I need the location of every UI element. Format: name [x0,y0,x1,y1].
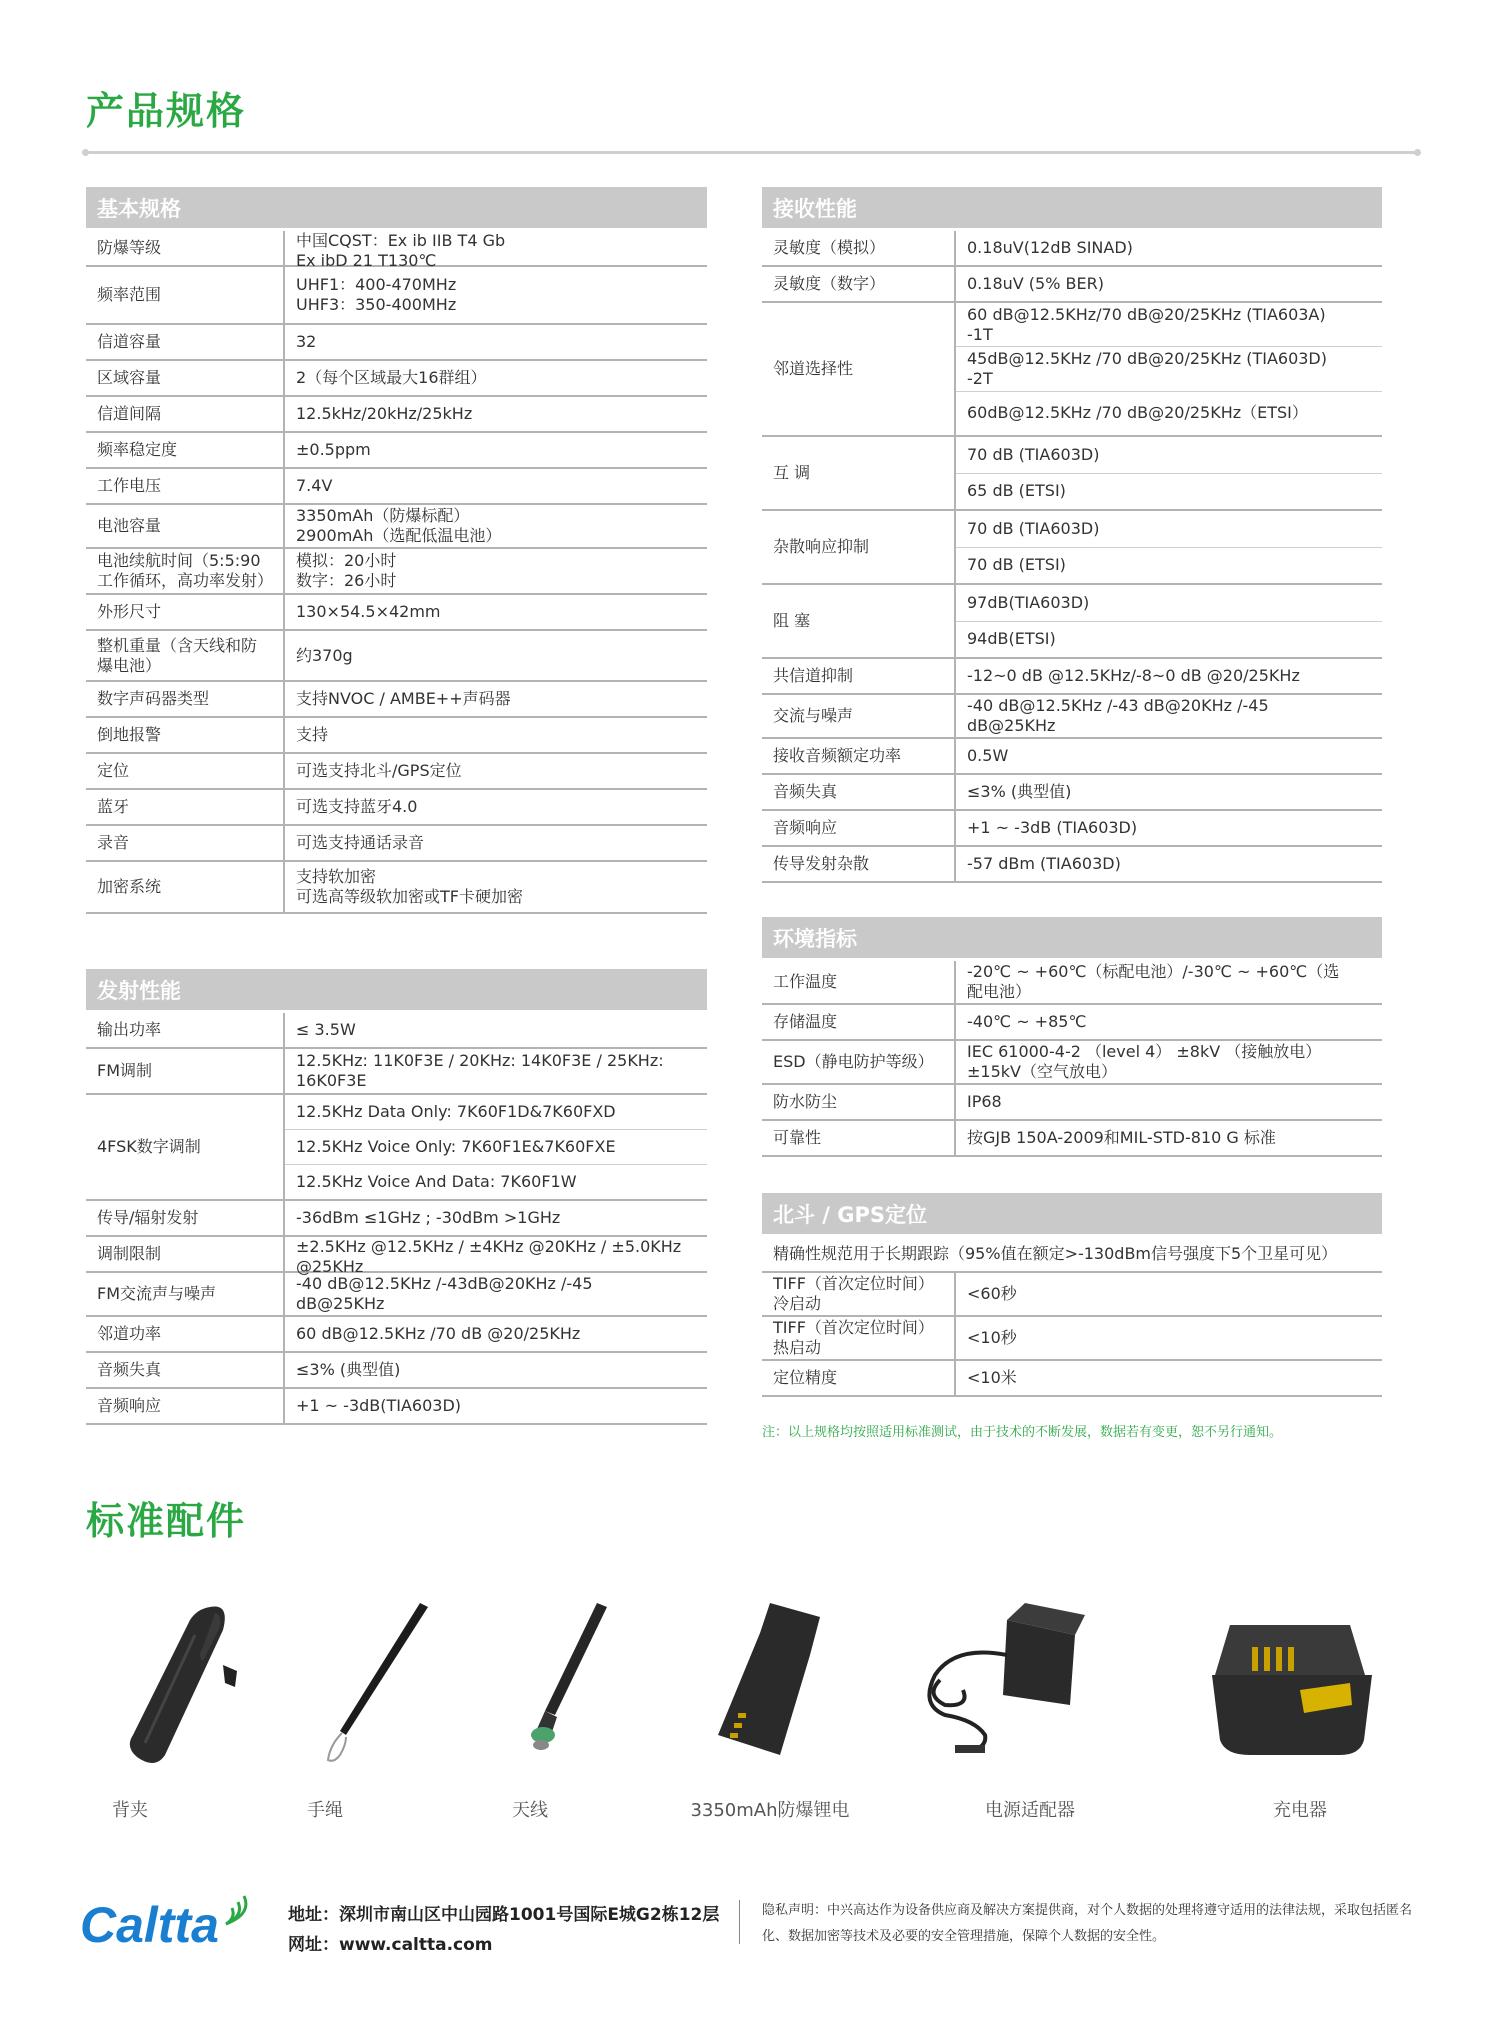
footnote: 注：以上规格均按照适用标准测试，由于技术的不断发展，数据若有变更，恕不另行通知。 [762,1425,1283,1440]
spec-row [762,1121,1382,1157]
spec-row [86,1013,707,1049]
spec-row [86,1201,707,1237]
spec-value: 0.18uV (5% BER) [967,274,1104,293]
spec-row [762,659,1382,695]
spec-row [762,1005,1382,1041]
spec-row [762,1041,1382,1085]
spec-value: -40 dB@12.5KHz /-43 dB@20KHz /-45 dB@25KHz [967,696,1269,735]
spec-row [86,682,707,718]
spec-row [762,775,1382,811]
spec-value: IP68 [967,1092,1002,1111]
spec-value: 12.5KHz: 11K0F3E / 20KHz: 14K0F3E / 25KHz: 16K0F3E [296,1051,664,1090]
spec-row [86,505,707,549]
section-title: 基本规格 [86,187,707,228]
spec-value: -57 dBm (TIA603D) [967,854,1121,873]
spec-value: 130×54.5×42mm [296,602,441,621]
spec-value: -36dBm ≤1GHz ; -30dBm >1GHz [296,1208,561,1227]
spec-value: -40℃ ~ +85℃ [967,1012,1087,1031]
receive-spec-table [762,187,1382,883]
spec-value: 约370g [296,645,353,665]
spec-label: 数字声码器类型 [86,682,285,716]
spec-value: 中国CQST：Ex ib IIB T4 Gb Ex ibD 21 T130℃ [296,231,506,270]
spec-value: -20℃ ~ +60℃（标配电池）/-30℃ ~ +60℃（选 配电池） [967,962,1340,1001]
spec-label: 邻道功率 [86,1317,285,1351]
spec-value: 0.5W [967,746,1009,765]
accessory-label-power-adapter: 电源适配器 [985,1800,1075,1821]
spec-row [762,1085,1382,1121]
spec-row [762,1317,1382,1361]
spec-label: 频率稳定度 [86,433,285,467]
spec-row [86,469,707,505]
spec-row [762,231,1382,267]
spec-value: 可选支持蓝牙4.0 [296,797,418,816]
section-title: 北斗 / GPS定位 [762,1193,1382,1234]
accessory-label-charger: 充电器 [1273,1800,1327,1821]
spec-value: 60 dB@12.5KHz/70 dB@20/25KHz (TIA603A) -1T [967,304,1326,344]
spec-label: FM调制 [86,1049,285,1093]
spec-label: 音频失真 [762,775,956,809]
spec-row [762,511,1382,585]
signal-waves-icon [222,1894,256,1928]
power-adapter-image [915,1595,1095,1765]
spec-value: 32 [296,332,317,351]
spec-value: +1 ~ -3dB (TIA603D) [967,818,1138,837]
spec-label: 频率范围 [86,267,285,323]
spec-row [86,267,707,325]
spec-label: 邻道选择性 [762,303,956,435]
spec-row [762,437,1382,511]
spec-row [762,847,1382,883]
spec-row [86,1095,707,1201]
spec-label: TIFF（首次定位时间） 热启动 [762,1317,956,1359]
spec-value: 支持NVOC / AMBE++声码器 [296,689,511,708]
spec-label: 信道间隔 [86,397,285,431]
spec-row [762,585,1382,659]
spec-label: 音频失真 [86,1353,285,1387]
company-contact [288,1900,719,1960]
spec-label: 交流与噪声 [762,695,956,737]
spec-value: IEC 61000-4-2 （level 4） ±8kV （接触放电） ±15kV（空气放电） [967,1042,1322,1081]
spec-value: +1 ~ -3dB(TIA603D) [296,1396,462,1415]
spec-value: -12~0 dB @12.5KHz/-8~0 dB @20/25KHz [967,666,1300,685]
spec-row [86,1317,707,1353]
spec-label: 定位 [86,754,285,788]
basic-spec-table [86,187,707,914]
spec-row [86,1237,707,1276]
spec-row [86,826,707,862]
spec-label: 阻 塞 [762,585,956,657]
spec-value: 97dB(TIA603D) [967,592,1090,612]
spec-label: 音频响应 [762,811,956,845]
spec-value: <60秒 [967,1284,1017,1303]
spec-label: 灵敏度（模拟） [762,231,956,265]
spec-row [86,397,707,433]
accessories-heading: 标准配件 [86,1499,247,1543]
spec-label: 加密系统 [86,862,285,912]
spec-label: 信道容量 [86,325,285,359]
spec-label: 调制限制 [86,1237,285,1271]
spec-row [86,433,707,469]
spec-value: 60dB@12.5KHz /70 dB@20/25KHz（ETSI） [956,391,1382,435]
spec-label: 防爆等级 [86,231,285,265]
spec-value: 支持软加密 可选高等级软加密或TF卡硬加密 [296,867,523,906]
spec-label: 录音 [86,826,285,860]
spec-value: 70 dB (TIA603D) [967,444,1100,464]
spec-value: 70 dB (TIA603D) [967,518,1100,538]
spec-value: 12.5KHz Voice Only: 7K60F1E&7K60FXE [285,1129,707,1164]
spec-row [762,695,1382,739]
environment-spec-table [762,917,1382,1157]
spec-label: 定位精度 [762,1361,956,1395]
spec-row [86,1353,707,1389]
lanyard-image [290,1595,470,1765]
spec-label: 工作电压 [86,469,285,503]
spec-label: 区域容量 [86,361,285,395]
spec-full-row: 精确性规范用于长期跟踪（95%值在额定>-130dBm信号强度下5个卫星可见） [773,1244,1338,1263]
spec-label: 音频响应 [86,1389,285,1423]
spec-row [86,862,707,914]
accessory-label-antenna: 天线 [512,1800,548,1821]
spec-value: 12.5KHz Voice And Data: 7K60F1W [285,1164,707,1199]
spec-label: 接收音频额定功率 [762,739,956,773]
spec-row [86,231,707,270]
section-title: 接收性能 [762,187,1382,228]
specs-heading: 产品规格 [86,89,247,133]
spec-value: <10米 [967,1368,1017,1387]
spec-label: 电池续航时间（5:5:90 工作循环，高功率发射） [86,549,285,593]
charger-image [1200,1595,1380,1765]
spec-value: 60 dB@12.5KHz /70 dB @20/25KHz [296,1324,581,1343]
spec-value: 2（每个区域最大16群组） [296,368,487,387]
spec-value: <10秒 [967,1328,1017,1347]
belt-clip-image [95,1595,275,1765]
spec-label: 倒地报警 [86,718,285,752]
company-address: 地址：深圳市南山区中山园路1001号国际E城G2栋12层 [288,1905,720,1925]
spec-label: 整机重量（含天线和防 爆电池） [86,631,285,680]
spec-row [86,1273,707,1317]
spec-label: 灵敏度（数字） [762,267,956,301]
spec-value: ≤3% (典型值) [967,782,1072,801]
spec-label: 互 调 [762,437,956,509]
spec-label: 电池容量 [86,505,285,547]
spec-label: 存储温度 [762,1005,956,1039]
footer-divider [739,1900,740,1944]
spec-row [86,1389,707,1425]
spec-row [86,549,707,595]
spec-label: 工作温度 [762,961,956,1003]
spec-label: 杂散响应抑制 [762,511,956,583]
transmit-spec-table [86,969,707,1425]
spec-value: ±2.5KHz @12.5KHz / ±4KHz @20KHz / ±5.0KHz @25KHz [296,1237,682,1276]
spec-label: 可靠性 [762,1121,956,1155]
spec-label: 传导/辐射发射 [86,1201,285,1235]
spec-row [762,303,1382,437]
spec-value: 65 dB (ETSI) [956,473,1382,510]
spec-row [762,739,1382,775]
accessory-label-belt-clip: 背夹 [112,1800,148,1821]
company-website[interactable]: 网址：www.caltta.com [288,1935,493,1955]
spec-label: ESD（静电防护等级） [762,1041,956,1083]
spec-value: ±0.5ppm [296,440,371,459]
spec-row [86,790,707,826]
spec-label: 4FSK数字调制 [86,1095,285,1199]
spec-label: 传导发射杂散 [762,847,956,881]
spec-row [86,1049,707,1095]
spec-row [86,595,707,631]
spec-value: 45dB@12.5KHz /70 dB@20/25KHz (TIA603D) -2T [956,346,1382,390]
privacy-statement: 隐私声明：中兴高达作为设备供应商及解决方案提供商，对个人数据的处理将遵守适用的法律法规，采取包括匿名化、数据加密等技术及必要的安全管理措施，保障个人数据的安全性。 [762,1903,1413,1944]
spec-row [86,361,707,397]
spec-value: 7.4V [296,476,333,495]
spec-value: 0.18uV(12dB SINAD) [967,238,1133,257]
spec-value: 模拟：20小时 数字：26小时 [296,551,397,590]
section-title: 发射性能 [86,969,707,1010]
spec-label: TIFF（首次定位时间） 冷启动 [762,1273,956,1315]
spec-label: 共信道抑制 [762,659,956,693]
spec-row [762,267,1382,303]
caltta-logo: Caltta [80,1897,219,1953]
spec-label: 输出功率 [86,1013,285,1047]
spec-value: 支持 [296,725,329,744]
spec-value: 按GJB 150A-2009和MIL-STD-810 G 标准 [967,1128,1276,1147]
spec-label: 外形尺寸 [86,595,285,629]
spec-value: ≤ 3.5W [296,1020,356,1039]
section-title: 环境指标 [762,917,1382,958]
spec-label: 防水防尘 [762,1085,956,1119]
spec-row [86,754,707,790]
spec-label: 蓝牙 [86,790,285,824]
spec-value: 可选支持通话录音 [296,833,425,852]
spec-value: UHF1：400-470MHz UHF3：350-400MHz [296,275,457,314]
gps-spec-table [762,1193,1382,1397]
spec-value: -40 dB@12.5KHz /-43dB@20KHz /-45 dB@25KHz [296,1274,593,1313]
spec-row [762,961,1382,1005]
spec-value: 12.5KHz Data Only: 7K60F1D&7K60FXD [296,1102,616,1121]
spec-value: 70 dB (ETSI) [956,547,1382,584]
battery-image [690,1595,870,1765]
heading-divider [86,151,1417,154]
spec-value: 94dB(ETSI) [956,621,1382,658]
spec-row [86,631,707,682]
spec-row [762,1361,1382,1397]
spec-value: 可选支持北斗/GPS定位 [296,761,462,780]
spec-value: 12.5kHz/20kHz/25kHz [296,404,473,423]
spec-label: FM交流声与噪声 [86,1273,285,1315]
spec-row [762,811,1382,847]
antenna-image [475,1595,655,1765]
spec-row [86,325,707,361]
accessory-label-lanyard: 手绳 [307,1800,343,1821]
spec-value: 3350mAh（防爆标配） 2900mAh（选配低温电池） [296,506,502,545]
accessory-label-battery: 3350mAh防爆锂电 [690,1800,850,1821]
spec-value: ≤3% (典型值) [296,1360,401,1379]
spec-row [86,718,707,754]
spec-row [762,1273,1382,1317]
